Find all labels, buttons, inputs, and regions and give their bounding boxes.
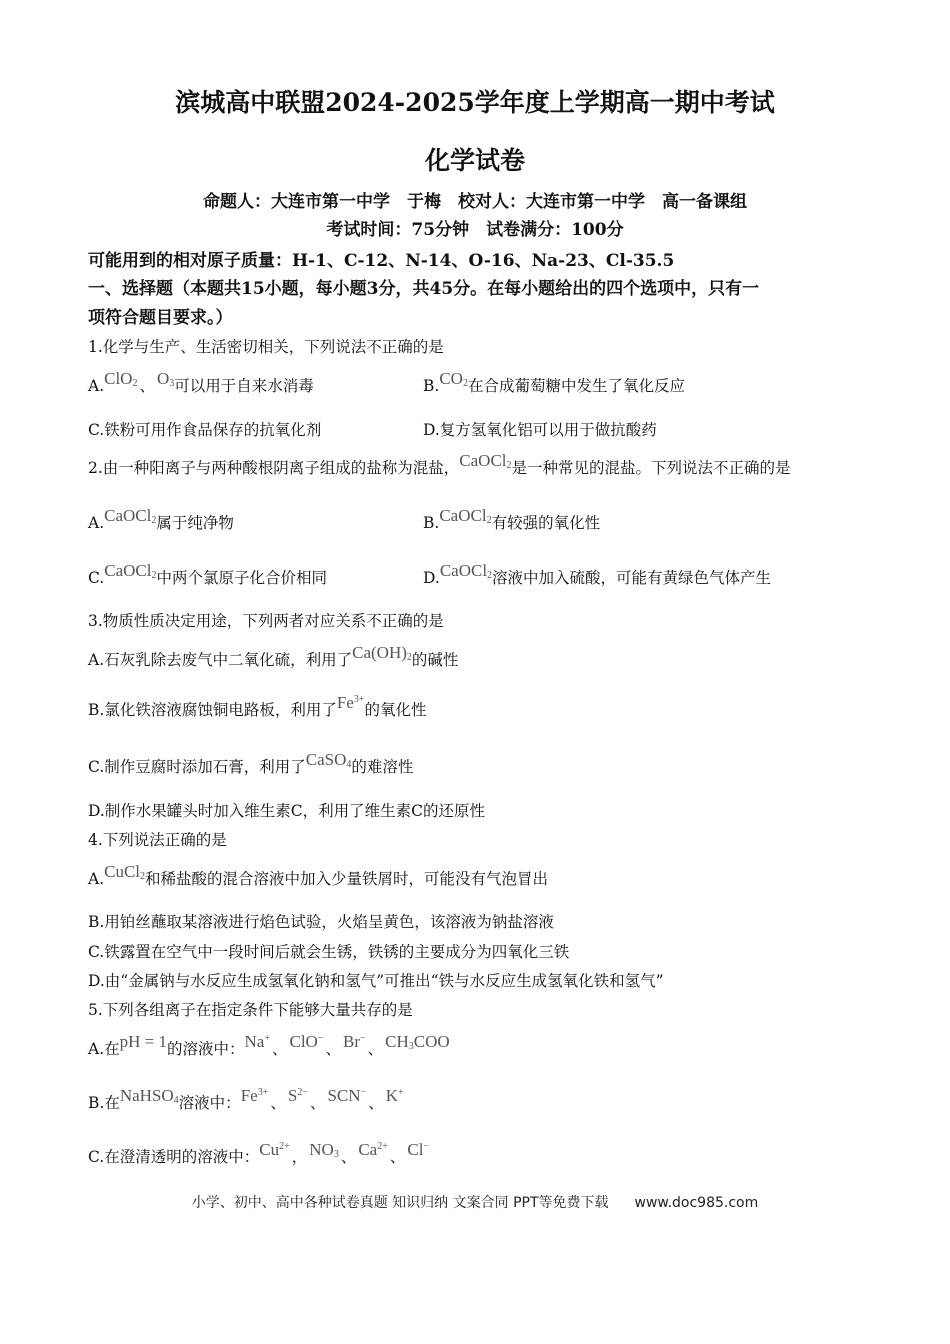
formula-nahso4: NaHSO$_4$ [119,1086,179,1106]
footer-text: 小学、初中、高中各种试卷真题 知识归纳 文案合同 PPT等免费下载 [191,1195,609,1211]
section-heading-line1: 一、选择题（本题共15小题，每小题3分，共45分。在每小题给出的四个选项中，只有一 [88,279,760,299]
ion-fe3: $Fe^{3+}$ [240,1086,269,1105]
q5-stem: 5.下列各组离子在指定条件下能够大量共存的是 [88,1001,413,1019]
q1-option-c: C.铁粉可用作食品保存的抗氧化剂 [88,421,322,439]
ion-scn: SCN− [327,1086,367,1105]
q4-option-d: D.由“金属钠与水反应生成氢氧化钠和氢气”可推出“铁与水反应生成氢氧化铁和氢气” [88,972,664,990]
ion-ch3coo: $CH_3COO$ [385,1032,450,1052]
formula-ph: pH = 1 [119,1032,167,1051]
q5-option-c: C.在澄清透明的溶液中：$Cu^{2+}$， $NO_3$ 、 $Ca^{2+}$、 Cl− [88,1140,430,1166]
exam-title: 滨城高中联盟2024-2025学年度上学期高一期中考试 [175,88,775,117]
q2-option-c: C.CaOCl$_2$中两个氯原子化合价相同 [88,561,327,587]
q4-option-b: B.用铂丝蘸取某溶液进行焰色试验，火焰呈黄色，该溶液为钠盐溶液 [88,913,554,931]
ion-cu2: $Cu^{2+}$ [259,1140,290,1159]
formula-cucl2: CuCl$_2$ [104,862,146,882]
ion-br: Br− [343,1032,366,1051]
exam-authors: 命题人：大连市第一中学 于梅 校对人：大连市第一中学 高一备课组 [203,192,747,212]
q1-option-b: $B.CO_2$在合成葡萄糖中发生了氧化反应 [423,369,685,395]
section-heading-line2: 项符合题目要求。） [88,308,233,328]
q2-option-a: A.CaOCl$_2$属于纯净物 [88,506,234,532]
formula-caocl2: CaOCl$_2$ [459,451,512,471]
q2-option-b: B.CaOCl$_2$有较强的氧化性 [423,506,601,532]
formula-caocl2: CaOCl$_2$ [104,561,157,581]
q2-option-d: D.CaOCl$_2$溶液中加入硫酸，可能有黄绿色气体产生 [423,561,772,587]
formula-caocl2: CaOCl$_2$ [439,506,492,526]
q2-stem: 2.由一种阳离子与两种酸根阴离子组成的盐称为混盐，CaOCl$_2$是一种常见的混盐。下列说法不正确的是 [88,451,791,477]
q5-option-a: A.在pH = 1的溶液中：Na+、 ClO−、 Br−、 $CH_3COO$ [88,1032,450,1058]
page-footer [0,1192,950,1212]
exam-info: 考试时间：75分钟 试卷满分：100分 [326,220,624,240]
q1-option-d: D.复方氢氧化铝可以用于做抗酸药 [423,421,657,439]
ion-clo: ClO− [289,1032,324,1051]
formula-clo2: ClO$_2$ [104,369,138,389]
q3-stem: 3.物质性质决定用途，下列两者对应关系不正确的是 [88,612,444,630]
formula-caocl2: CaOCl$_2$ [104,506,157,526]
ion-cl: Cl− [407,1140,430,1159]
ion-ca2: $Ca^{2+}$ [358,1140,388,1159]
q5-option-b: B.在NaHSO$_4$溶液中：$Fe^{3+}$、 $S^{2-}$、 SCN−、 K+ [88,1086,404,1112]
q1-stem: 1.化学与生产、生活密切相关，下列说法不正确的是 [88,338,444,356]
exam-subtitle: 化学试卷 [424,146,525,175]
ion-k: K+ [385,1086,404,1105]
q4-stem: 4.下列说法正确的是 [88,831,227,849]
formula-caoh2: $Ca(OH)_2$ [352,643,412,663]
q3-option-c: C.制作豆腐时添加石膏，利用了CaSO$_4$的难溶性 [88,750,414,776]
q3-option-d: D.制作水果罐头时加入维生素C，利用了维生素C的还原性 [88,802,486,820]
formula-caso4: CaSO$_4$ [305,750,352,770]
ion-s2: $S^{2-}$ [287,1086,308,1105]
ion-no3: $NO_3$ [309,1140,339,1160]
q4-option-c: C.铁露置在空气中一段时间后就会生锈，铁锈的主要成分为四氧化三铁 [88,943,570,961]
q3-option-b: B.氯化铁溶液腐蚀铜电路板，利用了$Fe^{3+}$的氧化性 [88,693,427,719]
atomic-masses: 可能用到的相对原子质量：H-1、C-12、N-14、O-16、Na-23、Cl-35.5 [88,251,675,271]
footer-url[interactable]: www.doc985.com [634,1195,759,1211]
formula-fe3: $Fe^{3+}$ [336,693,365,712]
formula-caocl2: CaOCl$_2$ [439,561,493,581]
formula-o3: $O_3$ [156,369,175,389]
q1-option-a: A.ClO$_2$ 、 $O_3$可以用于自来水消毒 [88,369,314,395]
ion-na: Na+ [244,1032,270,1051]
formula-co2: $CO_2$ [439,369,468,389]
q4-option-a: A.CuCl$_2$和稀盐酸的混合溶液中加入少量铁屑时，可能没有气泡冒出 [88,862,549,888]
q3-option-a: A.石灰乳除去废气中二氧化硫，利用了$Ca(OH)_2$的碱性 [88,643,459,669]
